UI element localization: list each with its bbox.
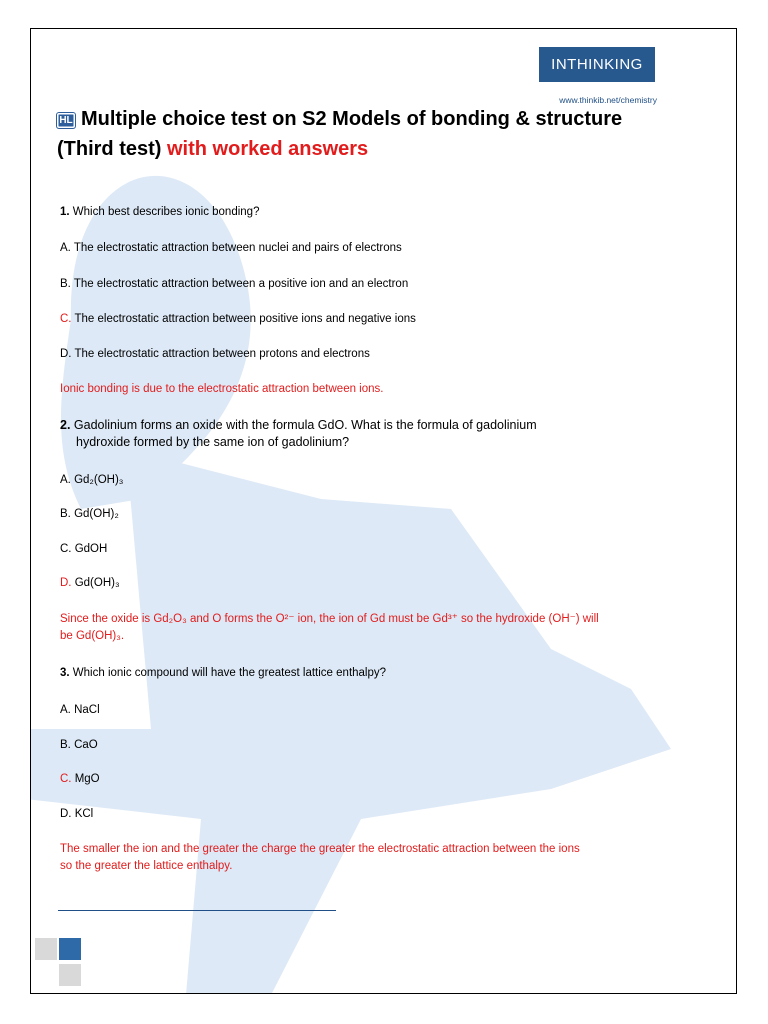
option-text: The electrostatic attraction between positive ions and negative ions	[74, 313, 416, 325]
page-title	[57, 104, 657, 164]
explanation-line1: The smaller the ion and the greater the charge the greater the electrostatic attraction between the ions	[60, 843, 580, 855]
logo-url: www.thinkib.net/chemistry	[559, 95, 657, 105]
footer-rule	[58, 910, 336, 911]
option-text: NaCl	[74, 704, 100, 716]
option-2b	[60, 506, 119, 523]
question-text: Which best describes ionic bonding?	[72, 206, 260, 218]
option-1c	[60, 311, 416, 328]
title-text-1: Multiple choice test on S2 Models of bonding & structure	[81, 108, 623, 130]
option-letter: B.	[60, 278, 71, 290]
option-1a	[60, 240, 402, 257]
option-text: Gd(OH)₂	[74, 508, 119, 520]
option-letter: B.	[60, 508, 71, 520]
hl-badge-icon: HL	[57, 113, 75, 128]
footer-square-blue	[59, 938, 81, 960]
option-2d	[60, 575, 120, 592]
question-text: Which ionic compound will have the greatest lattice enthalpy?	[72, 667, 387, 679]
question-3	[60, 665, 386, 682]
option-text: CaO	[74, 739, 98, 751]
question-2	[60, 417, 537, 451]
option-text: Gd₂(OH)₃	[74, 474, 124, 486]
option-text: Gd(OH)₃	[74, 577, 120, 589]
option-letter: B.	[60, 739, 71, 751]
question-1	[60, 204, 259, 221]
explanation-1: Ionic bonding is due to the electrostatic attraction between ions.	[60, 383, 384, 395]
title-worked-answers: with worked answers	[167, 138, 369, 160]
footer-square-grey-lower	[59, 964, 81, 986]
option-letter-correct: C.	[60, 773, 72, 785]
title-line-1	[57, 104, 657, 134]
option-1b	[60, 276, 408, 293]
option-2c	[60, 541, 107, 558]
option-3c	[60, 771, 100, 788]
option-text: KCl	[74, 808, 94, 820]
option-text: The electrostatic attraction between nuclei and pairs of electrons	[73, 242, 402, 254]
option-letter: D.	[60, 808, 72, 820]
option-letter: C.	[60, 543, 72, 555]
question-number: 2.	[60, 418, 71, 432]
option-text: The electrostatic attraction between protons and electrons	[74, 348, 370, 360]
option-3b	[60, 737, 98, 754]
explanation-2	[60, 611, 599, 645]
explanation-line1: Since the oxide is Gd₂O₃ and O forms the O²⁻ ion, the ion of Gd must be Gd³⁺ so the hydroxide (OH⁻) will	[60, 613, 599, 625]
option-letter-correct: D.	[60, 577, 72, 589]
question-text-line2: hydroxide formed by the same ion of gadolinium?	[76, 435, 350, 449]
inthinking-logo	[539, 47, 655, 82]
explanation-3	[60, 841, 580, 875]
option-letter: A.	[60, 704, 71, 716]
option-1d	[60, 346, 370, 363]
explanation-line2: so the greater the lattice enthalpy.	[60, 860, 233, 872]
title-line-2	[57, 134, 657, 164]
explanation-line2: be Gd(OH)₃.	[60, 630, 125, 642]
option-text: GdOH	[74, 543, 108, 555]
question-number: 3.	[60, 667, 70, 679]
option-3a	[60, 702, 100, 719]
option-letter: A.	[60, 474, 71, 486]
option-letter: A.	[60, 242, 71, 254]
question-number: 1.	[60, 206, 70, 218]
option-text: The electrostatic attraction between a positive ion and an electron	[73, 278, 409, 290]
logo-text: INTHINKING	[551, 56, 643, 73]
question-text-line1: Gadolinium forms an oxide with the formula GdO. What is the formula of gadolinium	[73, 418, 537, 432]
option-letter: D.	[60, 348, 72, 360]
option-2a	[60, 472, 123, 489]
option-text: MgO	[74, 773, 100, 785]
option-letter-correct: C.	[60, 313, 72, 325]
footer-square-grey	[35, 938, 57, 960]
title-text-2: (Third test)	[57, 138, 162, 160]
option-3d	[60, 806, 93, 823]
